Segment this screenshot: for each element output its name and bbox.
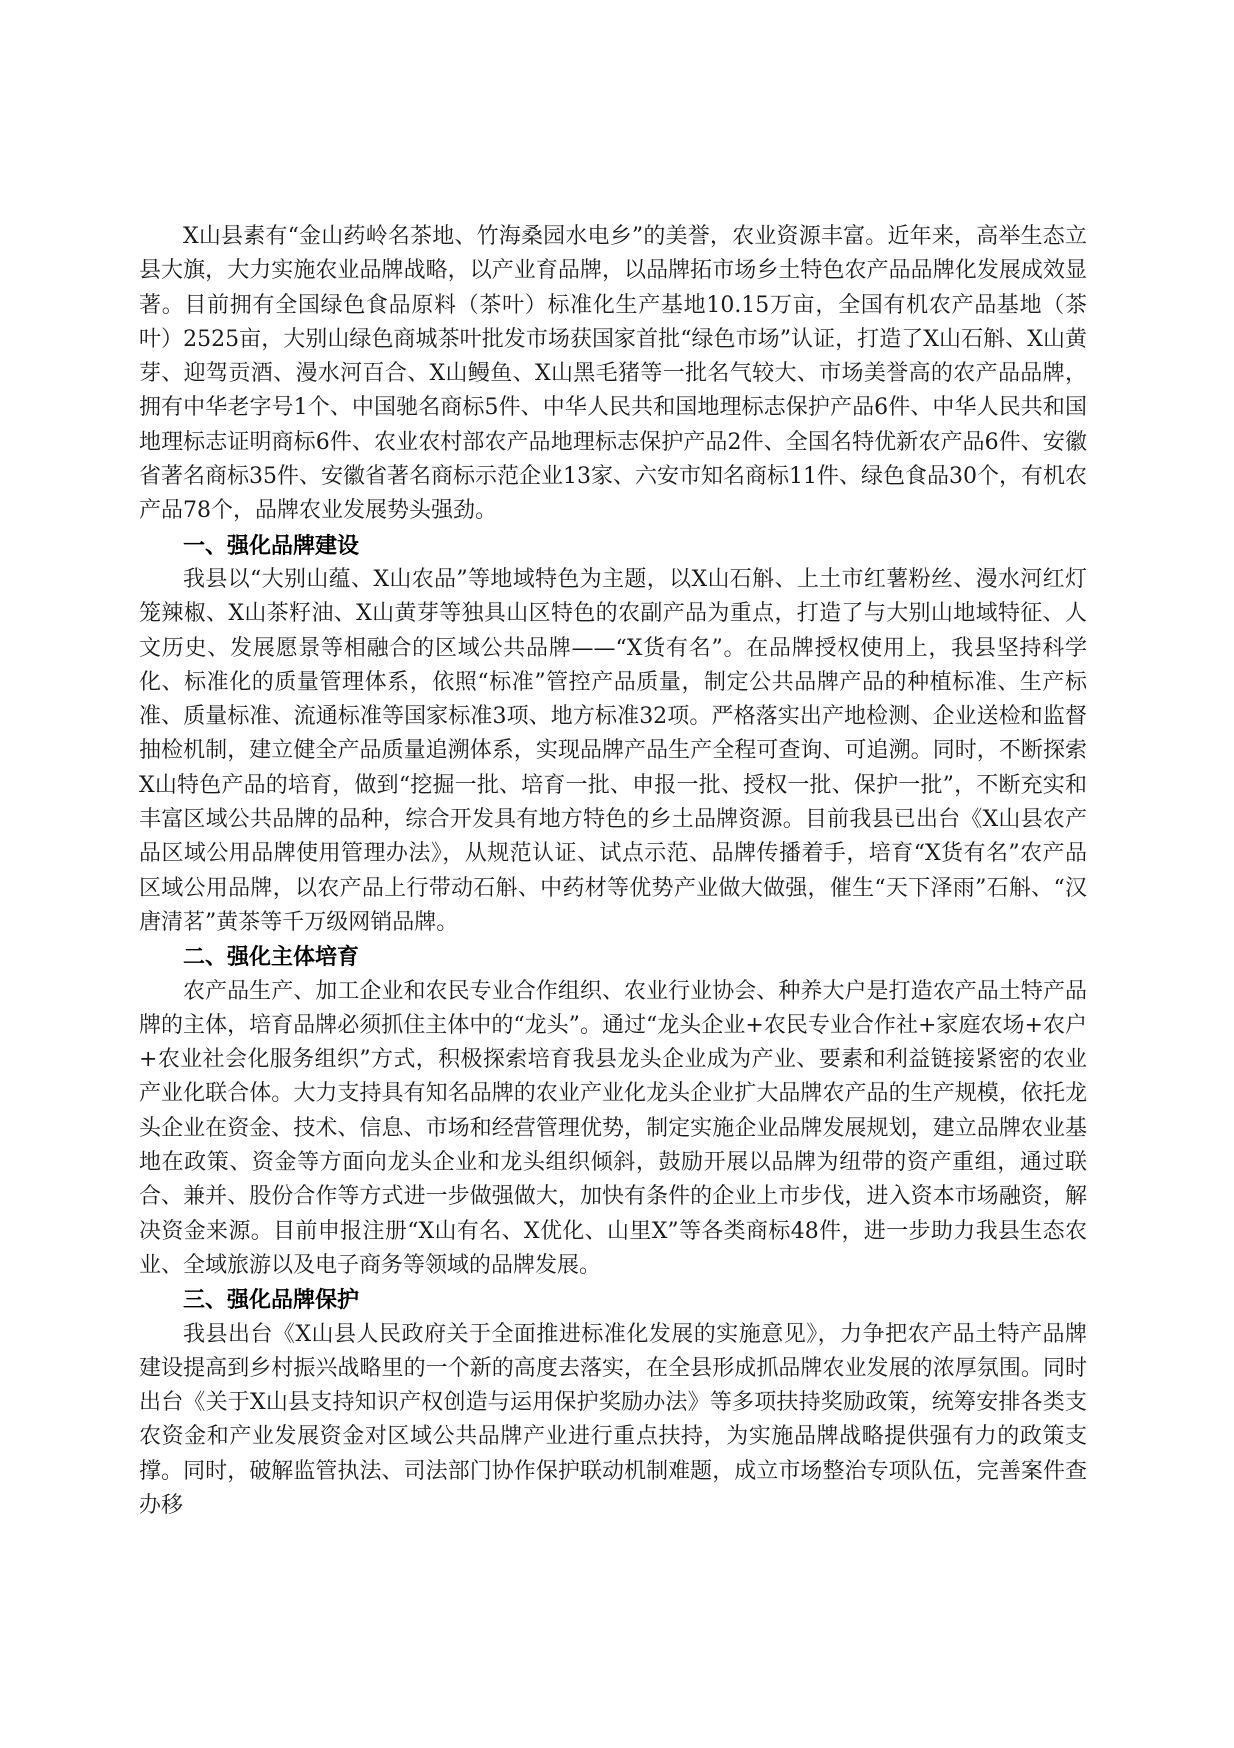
section-heading-brand-building: 一、强化品牌建设 [183, 532, 360, 559]
section-heading-entity-cultivation: 二、强化主体培育 [183, 944, 360, 971]
document-body [139, 220, 1087, 1523]
intro-paragraph: X山县素有“金山药岭名茶地、竹海桑园水电乡”的美誉，农业资源丰富。近年来，高举生态立县大旗，大力实施农业品牌战略，以产业育品牌，以品牌拓市场乡土特色农产品品牌化发展成效显著。目前拥有全国绿色食品原料（茶叶）标准化生产基地10.15万亩，全国有机农产品基地（茶叶）2525亩，大别山绿色商城茶叶批发市场获国家首批“绿色市场”认证，打造了X山石斛、X山黄芽、迎驾贡酒、漫水河百合、X山鳗鱼、X山黑毛猪等一批名气较大、市场美誉高的农产品品牌，拥有中华老字号1个、中国驰名商标5件、中华人民共和国地理标志保护产品6件、中华人民共和国地理标志证明商标6件、农业农村部农产品地理标志保护产品2件、全国名特优新农产品6件、安徽省著名商标35件、安徽省著名商标示范企业13家、六安市知名商标11件、绿色食品30个，有机农产品78个，品牌农业发展势头强劲。 [139, 224, 1087, 524]
section-paragraph-brand-building: 我县以“大别山蕴、X山农品”等地域特色为主题，以X山石斛、上土市红薯粉丝、漫水河红灯笼辣椒、X山茶籽油、X山黄芽等独具山区特色的农副产品为重点，打造了与大别山地域特征、人文历史、发展愿景等相融合的区域公共品牌——“X货有名”。在品牌授权使用上，我县坚持科学化、标准化的质量管理体系，依照“标准”管控产品质量，制定公共品牌产品的种植标准、生产标准、质量标准、流通标准等国家标准3项、地方标准32项。严格落实出产地检测、企业送检和监督抽检机制，建立健全产品质量追溯体系，实现品牌产品生产全程可查询、可追溯。同时，不断探索X山特色产品的培育，做到“挖掘一批、培育一批、申报一批、授权一批、保护一批”，不断充实和丰富区域公共品牌的品种，综合开发具有地方特色的乡土品牌资源。目前我县已出台《X山县农产品区域公用品牌使用管理办法》，从规范认证、试点示范、品牌传播着手，培育“X货有名”农产品区域公用品牌，以农产品上行带动石斛、中药材等优势产业做大做强，催生“天下泽雨”石斛、“汉唐清茗”黄茶等千万级网销品牌。 [139, 566, 1087, 935]
section-paragraph-brand-protection: 我县出台《X山县人民政府关于全面推进标准化发展的实施意见》，力争把农产品土特产品牌建设提高到乡村振兴战略里的一个新的高度去落实，在全县形成抓品牌农业发展的浓厚氛围。同时出台《关于X山县支持知识产权创造与运用保护奖励办法》等多项扶持奖励政策，统筹安排各类支农资金和产业发展资金对区域公共品牌产业进行重点扶持，为实施品牌战略提供强有力的政策支撑。同时，破解监管执法、司法部门协作保护联动机制难题，成立市场整治专项队伍，完善案件查办移 [139, 1321, 1087, 1518]
section-heading-brand-protection: 三、强化品牌保护 [183, 1287, 360, 1314]
section-paragraph-entity-cultivation: 农产品生产、加工企业和农民专业合作组织、农业行业协会、种养大户是打造农产品土特产品牌的主体，培育品牌必须抓住主体中的“龙头”。通过“龙头企业+农民专业合作社+家庭农场+农户+农业社会化服务组织”方式，积极探索培育我县龙头企业成为产业、要素和利益链接紧密的农业产业化联合体。大力支持具有知名品牌的农业产业化龙头企业扩大品牌农产品的生产规模，依托龙头企业在资金、技术、信息、市场和经营管理优势，制定实施企业品牌发展规划，建立品牌农业基地在政策、资金等方面向龙头企业和龙头组织倾斜，鼓励开展以品牌为纽带的资产重组，通过联合、兼并、股份合作等方式进一步做强做大，加快有条件的企业上市步伐，进入资本市场融资，解决资金来源。目前申报注册“X山有名、X优化、山里X”等各类商标48件，进一步助力我县生态农业、全域旅游以及电子商务等领域的品牌发展。 [139, 978, 1087, 1278]
